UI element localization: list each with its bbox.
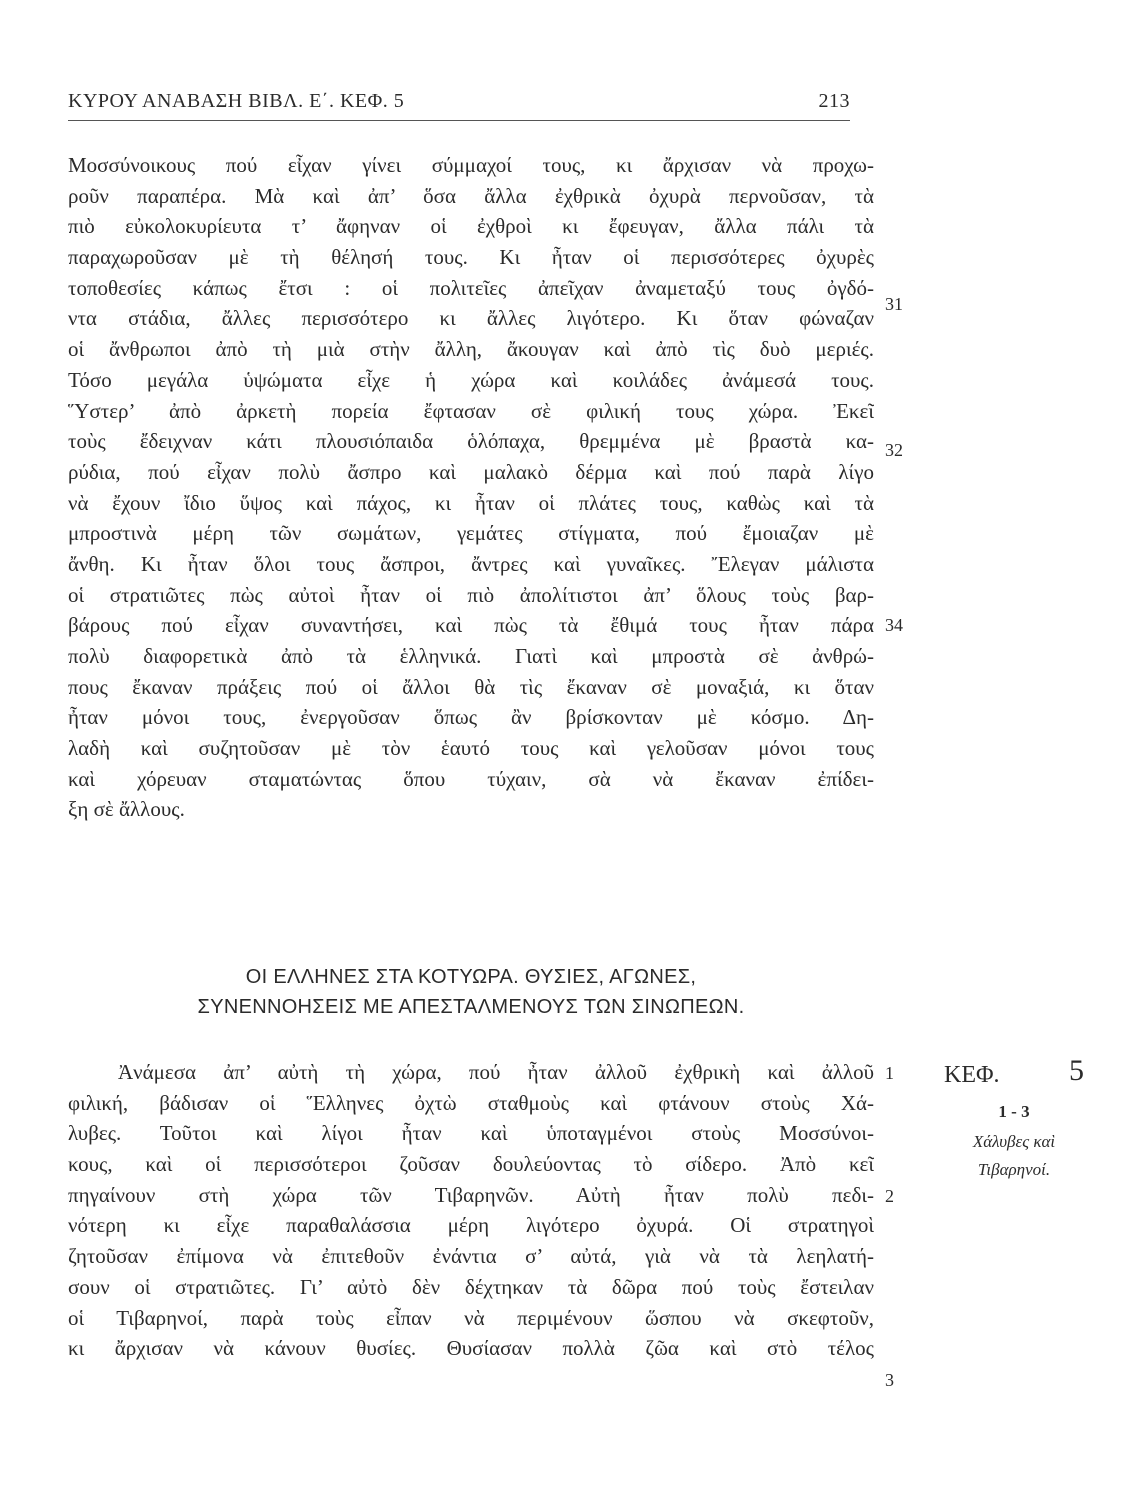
text-line: φιλική, βάδισαν οἱ Ἕλληνες ὀχτὼ σταθμοὺς καὶ φτάνουν στοὺς Χά-: [68, 1090, 874, 1115]
text-line: ζητοῦσαν ἐπίμονα νὰ ἐπιτεθοῦν ἐνάντια σ’ αὐτά, γιὰ νὰ τὰ λεηλατή-: [68, 1244, 874, 1269]
text-line: λυβες. Τοῦτοι καὶ λίγοι ἦταν καὶ ὑποταγμένοι στοὺς Μοσσύνοι-: [68, 1121, 874, 1146]
text-line: ρύδια, πού εἶχαν πολὺ ἄσπρο καὶ μαλακὸ δέρμα καὶ πού παρὰ λίγο: [68, 459, 874, 484]
running-header: [68, 84, 850, 118]
main-text-section-2: [68, 1057, 874, 1364]
sidebar-summary: [944, 1128, 1084, 1184]
text-line: ντα στάδια, ἄλλες περισσότερο κι ἄλλες λιγότερο. Κι ὅταν φώναζαν: [68, 306, 874, 331]
margin-section-number: 32: [885, 440, 903, 460]
text-line: ἄνθη. Κι ἦταν ὅλοι τους ἄσπροι, ἄντρες καὶ γυναῖκες. Ἔλεγαν μάλιστα: [68, 551, 874, 576]
text-line: πολὺ διαφορετικὰ ἀπὸ τὰ ἑλληνικά. Γιατὶ καὶ μπροστὰ σὲ ἀνθρώ-: [68, 644, 874, 668]
text-line: Ὕστερ’ ἀπὸ ἀρκετὴ πορεία ἔφτασαν σὲ φιλική τους χώρα. Ἐκεῖ: [68, 398, 874, 423]
page-number: 213: [818, 90, 850, 112]
text-line: πιὸ εὐκολοκυρίευτα τ’ ἄφηναν οἱ ἐχθροὶ κι ἔφευγαν, ἄλλα πάλι τὰ: [68, 214, 874, 239]
text-line: οἱ στρατιῶτες πὼς αὐτοὶ ἦταν οἱ πιὸ ἀπολίτιστοι ἀπ’ ὅλους τοὺς βαρ-: [68, 582, 874, 607]
text-line: οἱ Τιβαρηνοί, παρὰ τοὺς εἶπαν νὰ περιμένουν ὥσπου νὰ σκεφτοῦν,: [68, 1305, 874, 1330]
text-line: Μοσσύνοικους πού εἶχαν γίνει σύμμαχοί τους, κι ἄρχισαν νὰ προχω-: [68, 153, 874, 177]
margin-section-number: 2: [885, 1186, 894, 1206]
margin-section-number: 34: [885, 615, 903, 635]
running-title: ΚΥΡΟΥ ΑΝΑΒΑΣΗ ΒΙΒΛ. Ε΄. ΚΕΦ. 5: [68, 90, 405, 112]
sidebar-summary-line: Τιβαρηνοί.: [977, 1160, 1051, 1179]
sidebar-chapter-heading: [944, 1054, 1084, 1092]
text-line: τοποθεσίες κάπως ἔτσι : οἱ πολιτεῖες ἀπεῖχαν ἀναμεταξύ τους ὀγδό-: [68, 275, 874, 300]
text-line: νὰ ἔχουν ἴδιο ὕψος καὶ πάχος, κι ἦταν οἱ πλάτες τους, καθὼς καὶ τὰ: [68, 490, 874, 515]
section-title-line-2: ΣΥΝΕΝΝΟΗΣΕΙΣ ΜΕ ΑΠΕΣΤΑΛΜΕΝΟΥΣ ΤΩΝ ΣΙΝΩΠΕΩΝ.: [197, 996, 745, 1018]
sidebar-chapter-number: 5: [1069, 1054, 1084, 1087]
text-line: πους ἔκαναν πράξεις πού οἱ ἄλλοι θὰ τὶς ἔκαναν σὲ μοναξιά, κι ὅταν: [68, 674, 874, 699]
text-line: νότερη κι εἶχε παραθαλάσσια μέρη λιγότερο ὀχυρά. Οἱ στρατηγοὶ: [68, 1213, 874, 1238]
text-line: λαδὴ καὶ συζητοῦσαν μὲ τὸν ἑαυτό τους καὶ γελοῦσαν μόνοι τους: [68, 736, 874, 761]
main-text-section-1: [68, 150, 874, 825]
header-rule: [68, 120, 850, 121]
text-line: ἦταν μόνοι τους, ἐνεργοῦσαν ὅπως ἂν βρίσκονταν μὲ κόσμο. Δη-: [68, 705, 874, 730]
text-line: ξη σὲ ἄλλους.: [68, 797, 185, 822]
text-line: οἱ ἄνθρωποι ἀπὸ τὴ μιὰ στὴν ἄλλη, ἄκουγαν καὶ ἀπὸ τὶς δυὸ μεριές.: [68, 337, 874, 362]
sidebar-section-range: 1 - 3: [998, 1102, 1030, 1121]
text-line: καὶ χόρευαν σταματώντας ὅπου τύχαιν, σὰ νὰ ἔκαναν ἐπίδει-: [68, 766, 874, 791]
sidebar-chapter-label: ΚΕΦ.: [944, 1062, 1000, 1088]
text-line: πηγαίνουν στὴ χώρα τῶν Τιβαρηνῶν. Αὐτὴ ἦταν πολὺ πεδι-: [68, 1182, 874, 1207]
margin-section-number: 1: [885, 1063, 894, 1083]
margin-section-number: 3: [885, 1370, 894, 1390]
sidebar-summary-line: Χάλυβες καὶ: [972, 1132, 1056, 1151]
text-line: παραχωροῦσαν μὲ τὴ θέλησή τους. Κι ἦταν οἱ περισσότερες ὀχυρὲς: [68, 245, 874, 270]
text-line: ροῦν παραπέρα. Μὰ καὶ ἀπ’ ὅσα ἄλλα ἐχθρικὰ ὀχυρὰ περνοῦσαν, τὰ: [68, 183, 874, 208]
section-title-line-1: ΟΙ ΕΛΛΗΝΕΣ ΣΤΑ ΚΟΤΥΩΡΑ. ΘΥΣΙΕΣ, ΑΓΩΝΕΣ,: [245, 966, 697, 988]
text-line: μπροστινὰ μέρη τῶν σωμάτων, γεμάτες στίγματα, πού ἔμοιαζαν μὲ: [68, 521, 874, 546]
margin-section-number: 31: [885, 294, 903, 314]
text-line: κους, καὶ οἱ περισσότεροι ζοῦσαν δουλεύοντας τὸ σίδερο. Ἀπὸ κεῖ: [68, 1152, 874, 1177]
text-line: σουν οἱ στρατιῶτες. Γι’ αὐτὸ δὲν δέχτηκαν τὰ δῶρα πού τοὺς ἔστειλαν: [68, 1274, 874, 1299]
text-line: κι ἄρχισαν νὰ κάνουν θυσίες. Θυσίασαν πολλὰ ζῶα καὶ στὸ τέλος: [68, 1336, 874, 1361]
text-line: Τόσο μεγάλα ὑψώματα εἶχε ἡ χώρα καὶ κοιλάδες ἀνάμεσά τους.: [68, 367, 874, 392]
text-line: βάρους πού εἶχαν συναντήσει, καὶ πὼς τὰ ἔθιμά τους ἦταν πάρα: [68, 613, 874, 638]
text-line: τοὺς ἔδειχναν κάτι πλουσιόπαιδα ὁλόπαχα, θρεμμένα μὲ βραστὰ κα-: [68, 429, 874, 454]
text-line: Ἀνάμεσα ἀπ’ αὐτὴ τὴ χώρα, πού ἦταν ἀλλοῦ ἐχθρικὴ καὶ ἀλλοῦ: [118, 1060, 874, 1084]
